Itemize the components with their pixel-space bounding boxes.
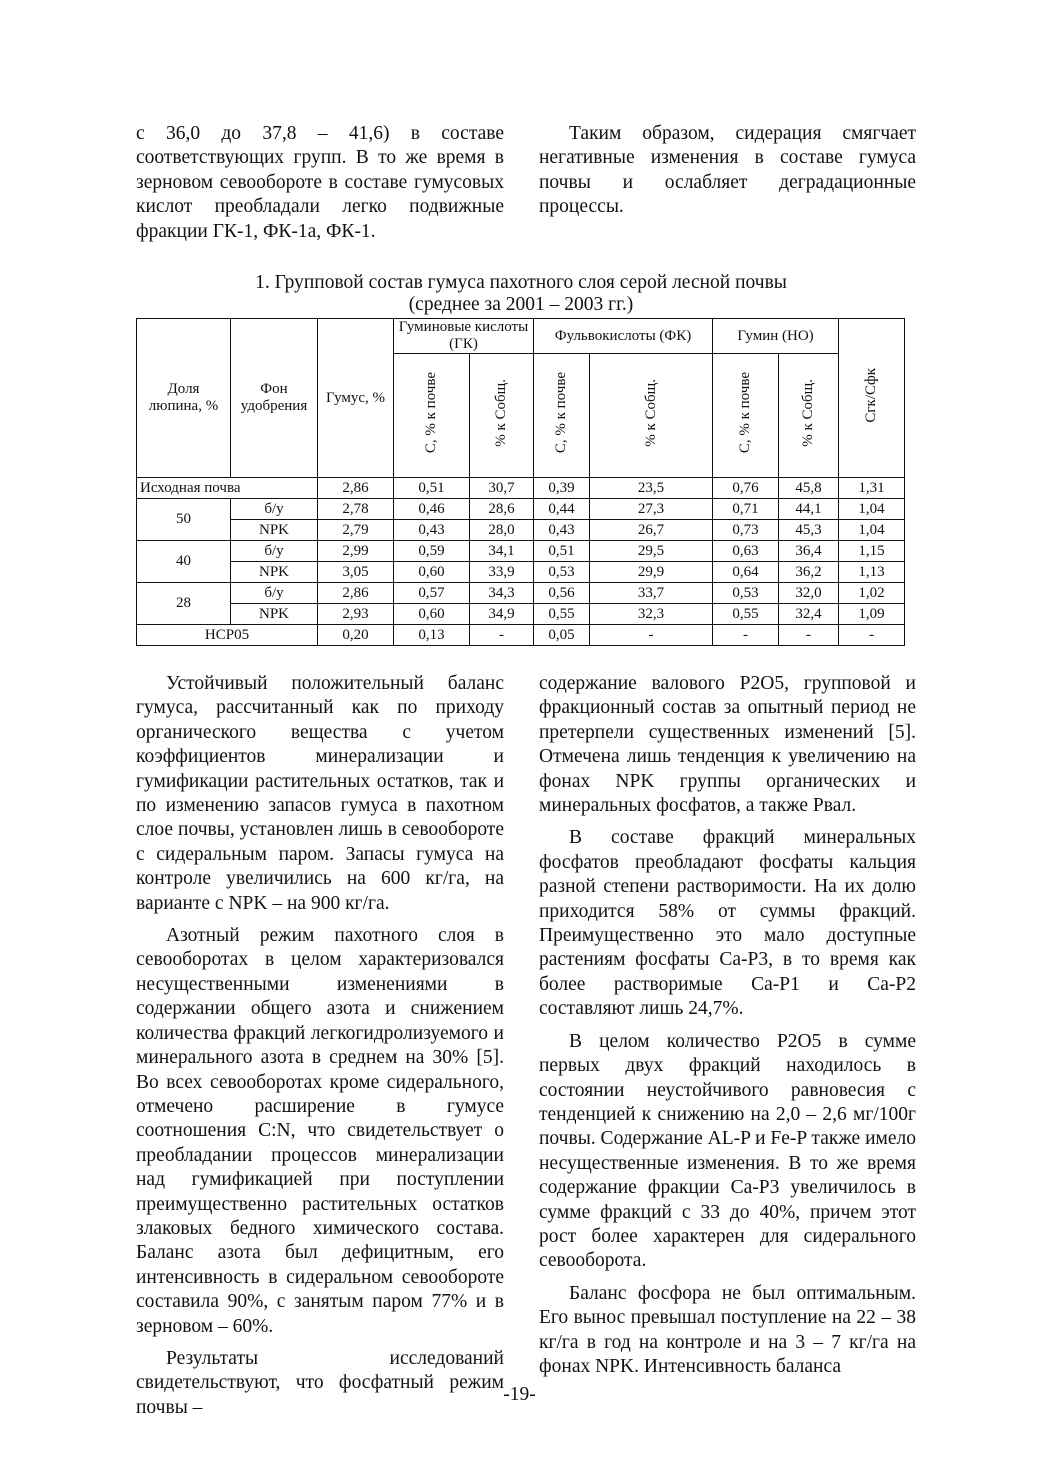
cell: 34,9: [470, 604, 534, 625]
cell: 0,73: [713, 520, 779, 541]
header-humin: Гумин (НО): [713, 319, 839, 354]
cell: NPK: [231, 562, 318, 583]
cell: б/у: [231, 499, 318, 520]
header-gk-c-total: [470, 354, 534, 478]
header-gn-c-soil: [713, 354, 779, 478]
cell: -: [590, 625, 713, 646]
table-row: [137, 604, 905, 625]
header-gn-c-total: [779, 354, 839, 478]
table-row: [137, 562, 905, 583]
cell: 0,64: [713, 562, 779, 583]
cell: 1,09: [839, 604, 905, 625]
cell: 45,8: [779, 478, 839, 499]
header-ratio-text: Сгк/Сфк: [863, 368, 879, 423]
page-number: -19-: [503, 1384, 536, 1405]
cell: 0,60: [394, 604, 470, 625]
cell: 0,76: [713, 478, 779, 499]
cell: 0,39: [534, 478, 590, 499]
cell: б/у: [231, 583, 318, 604]
cell: 27,3: [590, 499, 713, 520]
cell: -: [713, 625, 779, 646]
cell: 0,71: [713, 499, 779, 520]
cell: 29,5: [590, 541, 713, 562]
left-paragraph-2: Азотный режим пахотного слоя в севооборотах в целом характеризовался несущественными изменениями в содержании общего азота и снижением количества фракций легкогидролизуемого и минерального азота в среднем на 30% [5]. Во всех севооборотах кроме сидерального, отмечено расширение в гумусе соотношения C:N, что свидетельствует о преобладании процессов минерализации над гумификацией при поступлении преимущественно растительных остатков злаковых бедного химического состава. Баланс азота был дефицитным, его интенсивность в сидеральном севообороте составила 90%, с занятым паром 77% и в зерновом – 60%.: [136, 925, 504, 1337]
table-caption: [136, 272, 906, 316]
cell: 0,55: [713, 604, 779, 625]
cell: 0,55: [534, 604, 590, 625]
left-paragraph-1: Устойчивый положительный баланс гумуса, рассчитанный как по приходу органического вещества с учетом коэффициентов минерализации и гумификации растительных остатков, так и по изменению запасов гумуса в пахотном слое почвы, установлен лишь в севообороте с сидеральным паром. Запасы гумуса на контроле увеличились на 600 кг/га, на варианте с NPK – на 900 кг/га.: [136, 673, 504, 914]
cell: 36,4: [779, 541, 839, 562]
cell: 0,43: [394, 520, 470, 541]
cell: 0,63: [713, 541, 779, 562]
cell: 1,02: [839, 583, 905, 604]
right-paragraph-4: Баланс фосфора не был оптимальным. Его вынос превышал поступление на 22 – 38 кг/га в год на контроле и на 3 – 7 кг/га на фонах NPK. Интенсивность баланса: [539, 1282, 916, 1377]
cell: б/у: [231, 541, 318, 562]
cell-label: Исходная почва: [137, 478, 318, 499]
cell: NPK: [231, 520, 318, 541]
cell: 2,86: [318, 478, 394, 499]
cell: 36,2: [779, 562, 839, 583]
cell: 32,0: [779, 583, 839, 604]
header-ratio: [839, 319, 905, 478]
header-fk-c-total: [590, 354, 713, 478]
top-left-paragraph: с 36,0 до 37,8 – 41,6) в составе соответствующих групп. В то же время в зерновом севообороте в составе гумусовых кислот преобладали легко подвижные фракции ГК-1, ФК-1а, ФК-1.: [136, 123, 504, 242]
right-paragraph-1: содержание валового P2O5, групповой и фракционный состав за опытный период не претерпели существенных изменений [5]. Отмечена лишь тенденция к увеличению на фонах NPK группы органических и минеральных фосфатов, а также Pвал.: [539, 673, 916, 817]
cell: 0,20: [318, 625, 394, 646]
cell: 1,13: [839, 562, 905, 583]
cell: 26,7: [590, 520, 713, 541]
header-gk-c-soil-text: С, % к почве: [423, 372, 439, 454]
header-humic-acids: Гуминовые кислоты (ГК): [394, 319, 534, 354]
header-fk-c-total-text: % к Собщ.: [642, 379, 659, 447]
right-column: [539, 672, 916, 1379]
cell: 44,1: [779, 499, 839, 520]
header-fertilizer: Фон удобрения: [231, 319, 318, 478]
table-caption-line2: (среднее за 2001 – 2003 гг.): [408, 294, 634, 315]
cell: 33,7: [590, 583, 713, 604]
cell: 0,59: [394, 541, 470, 562]
cell: -: [779, 625, 839, 646]
cell: 2,99: [318, 541, 394, 562]
table-row: [137, 520, 905, 541]
cell-share: 50: [137, 499, 231, 541]
cell: 2,79: [318, 520, 394, 541]
header-gn-c-soil-text: С, % к почве: [737, 372, 753, 454]
header-gk-c-soil: [394, 354, 470, 478]
table-caption-line1: 1. Групповой состав гумуса пахотного слоя серой лесной почвы: [255, 272, 787, 293]
cell: 0,51: [534, 541, 590, 562]
table-row-initial: [137, 478, 905, 499]
table-row: [137, 541, 905, 562]
cell: 0,56: [534, 583, 590, 604]
header-fk-c-soil: [534, 354, 590, 478]
top-left-column: [136, 122, 504, 244]
left-paragraph-3: Результаты исследований свидетельствуют, что фосфатный режим почвы –: [136, 1347, 504, 1418]
right-paragraph-3: В целом количество P2O5 в сумме первых двух фракций находилось в состоянии неустойчивого равновесия с тенденцией к снижению на 2,0 – 2,6 мг/100г почвы. Содержание AL-P и Fe-P также имело несущественные изменения. В то же время содержание фракции Ca-P3 увеличилось в сумме фракций с 33 до 40%, причем этот рост более характерен для сидерального севооборота.: [539, 1030, 916, 1272]
cell: 0,44: [534, 499, 590, 520]
table-row-hsr: [137, 625, 905, 646]
top-right-column: [539, 122, 916, 220]
cell: 29,9: [590, 562, 713, 583]
right-paragraph-2: В составе фракций минеральных фосфатов преобладают фосфаты кальция разной степени растворимости. На их долю приходится 58% от суммы фракций. Преимущественно это мало доступные растениям фосфаты Ca-P3, в то время как более растворимые Ca-P1 и Ca-P2 составляют лишь 24,7%.: [539, 827, 916, 1020]
cell-label: НСР05: [137, 625, 318, 646]
cell: 1,15: [839, 541, 905, 562]
cell: 0,05: [534, 625, 590, 646]
cell: 32,4: [779, 604, 839, 625]
cell: 0,43: [534, 520, 590, 541]
cell: 28,0: [470, 520, 534, 541]
cell: NPK: [231, 604, 318, 625]
header-gn-c-total-text: % к Собщ.: [800, 379, 816, 447]
cell: -: [470, 625, 534, 646]
cell: 2,93: [318, 604, 394, 625]
header-fulvic-acids: Фульвокислоты (ФК): [534, 319, 713, 354]
cell: 28,6: [470, 499, 534, 520]
cell: 0,53: [713, 583, 779, 604]
cell: 0,60: [394, 562, 470, 583]
cell: 2,78: [318, 499, 394, 520]
cell: 1,04: [839, 499, 905, 520]
cell: 45,3: [779, 520, 839, 541]
cell: 2,86: [318, 583, 394, 604]
cell: 0,13: [394, 625, 470, 646]
cell-share: 28: [137, 583, 231, 625]
header-fk-c-soil-text: С, % к почве: [553, 372, 569, 454]
cell: 0,51: [394, 478, 470, 499]
cell: 32,3: [590, 604, 713, 625]
header-humus: Гумус, %: [318, 319, 394, 478]
cell: 34,3: [470, 583, 534, 604]
cell: 34,1: [470, 541, 534, 562]
header-gk-c-total-text: % к Собщ.: [493, 379, 509, 447]
left-column: [136, 672, 504, 1420]
cell: 23,5: [590, 478, 713, 499]
cell: 0,57: [394, 583, 470, 604]
top-right-paragraph: Таким образом, сидерация смягчает негативные изменения в составе гумуса почвы и ослабляет деградационные процессы.: [539, 123, 916, 218]
cell: 1,31: [839, 478, 905, 499]
table-row: [137, 583, 905, 604]
header-lupin-share: Доля люпина, %: [137, 319, 231, 478]
table-row: [137, 499, 905, 520]
cell-share: 40: [137, 541, 231, 583]
cell: -: [839, 625, 905, 646]
cell: 30,7: [470, 478, 534, 499]
cell: 33,9: [470, 562, 534, 583]
cell: 0,46: [394, 499, 470, 520]
humus-composition-table: [136, 318, 905, 646]
cell: 3,05: [318, 562, 394, 583]
cell: 0,53: [534, 562, 590, 583]
cell: 1,04: [839, 520, 905, 541]
